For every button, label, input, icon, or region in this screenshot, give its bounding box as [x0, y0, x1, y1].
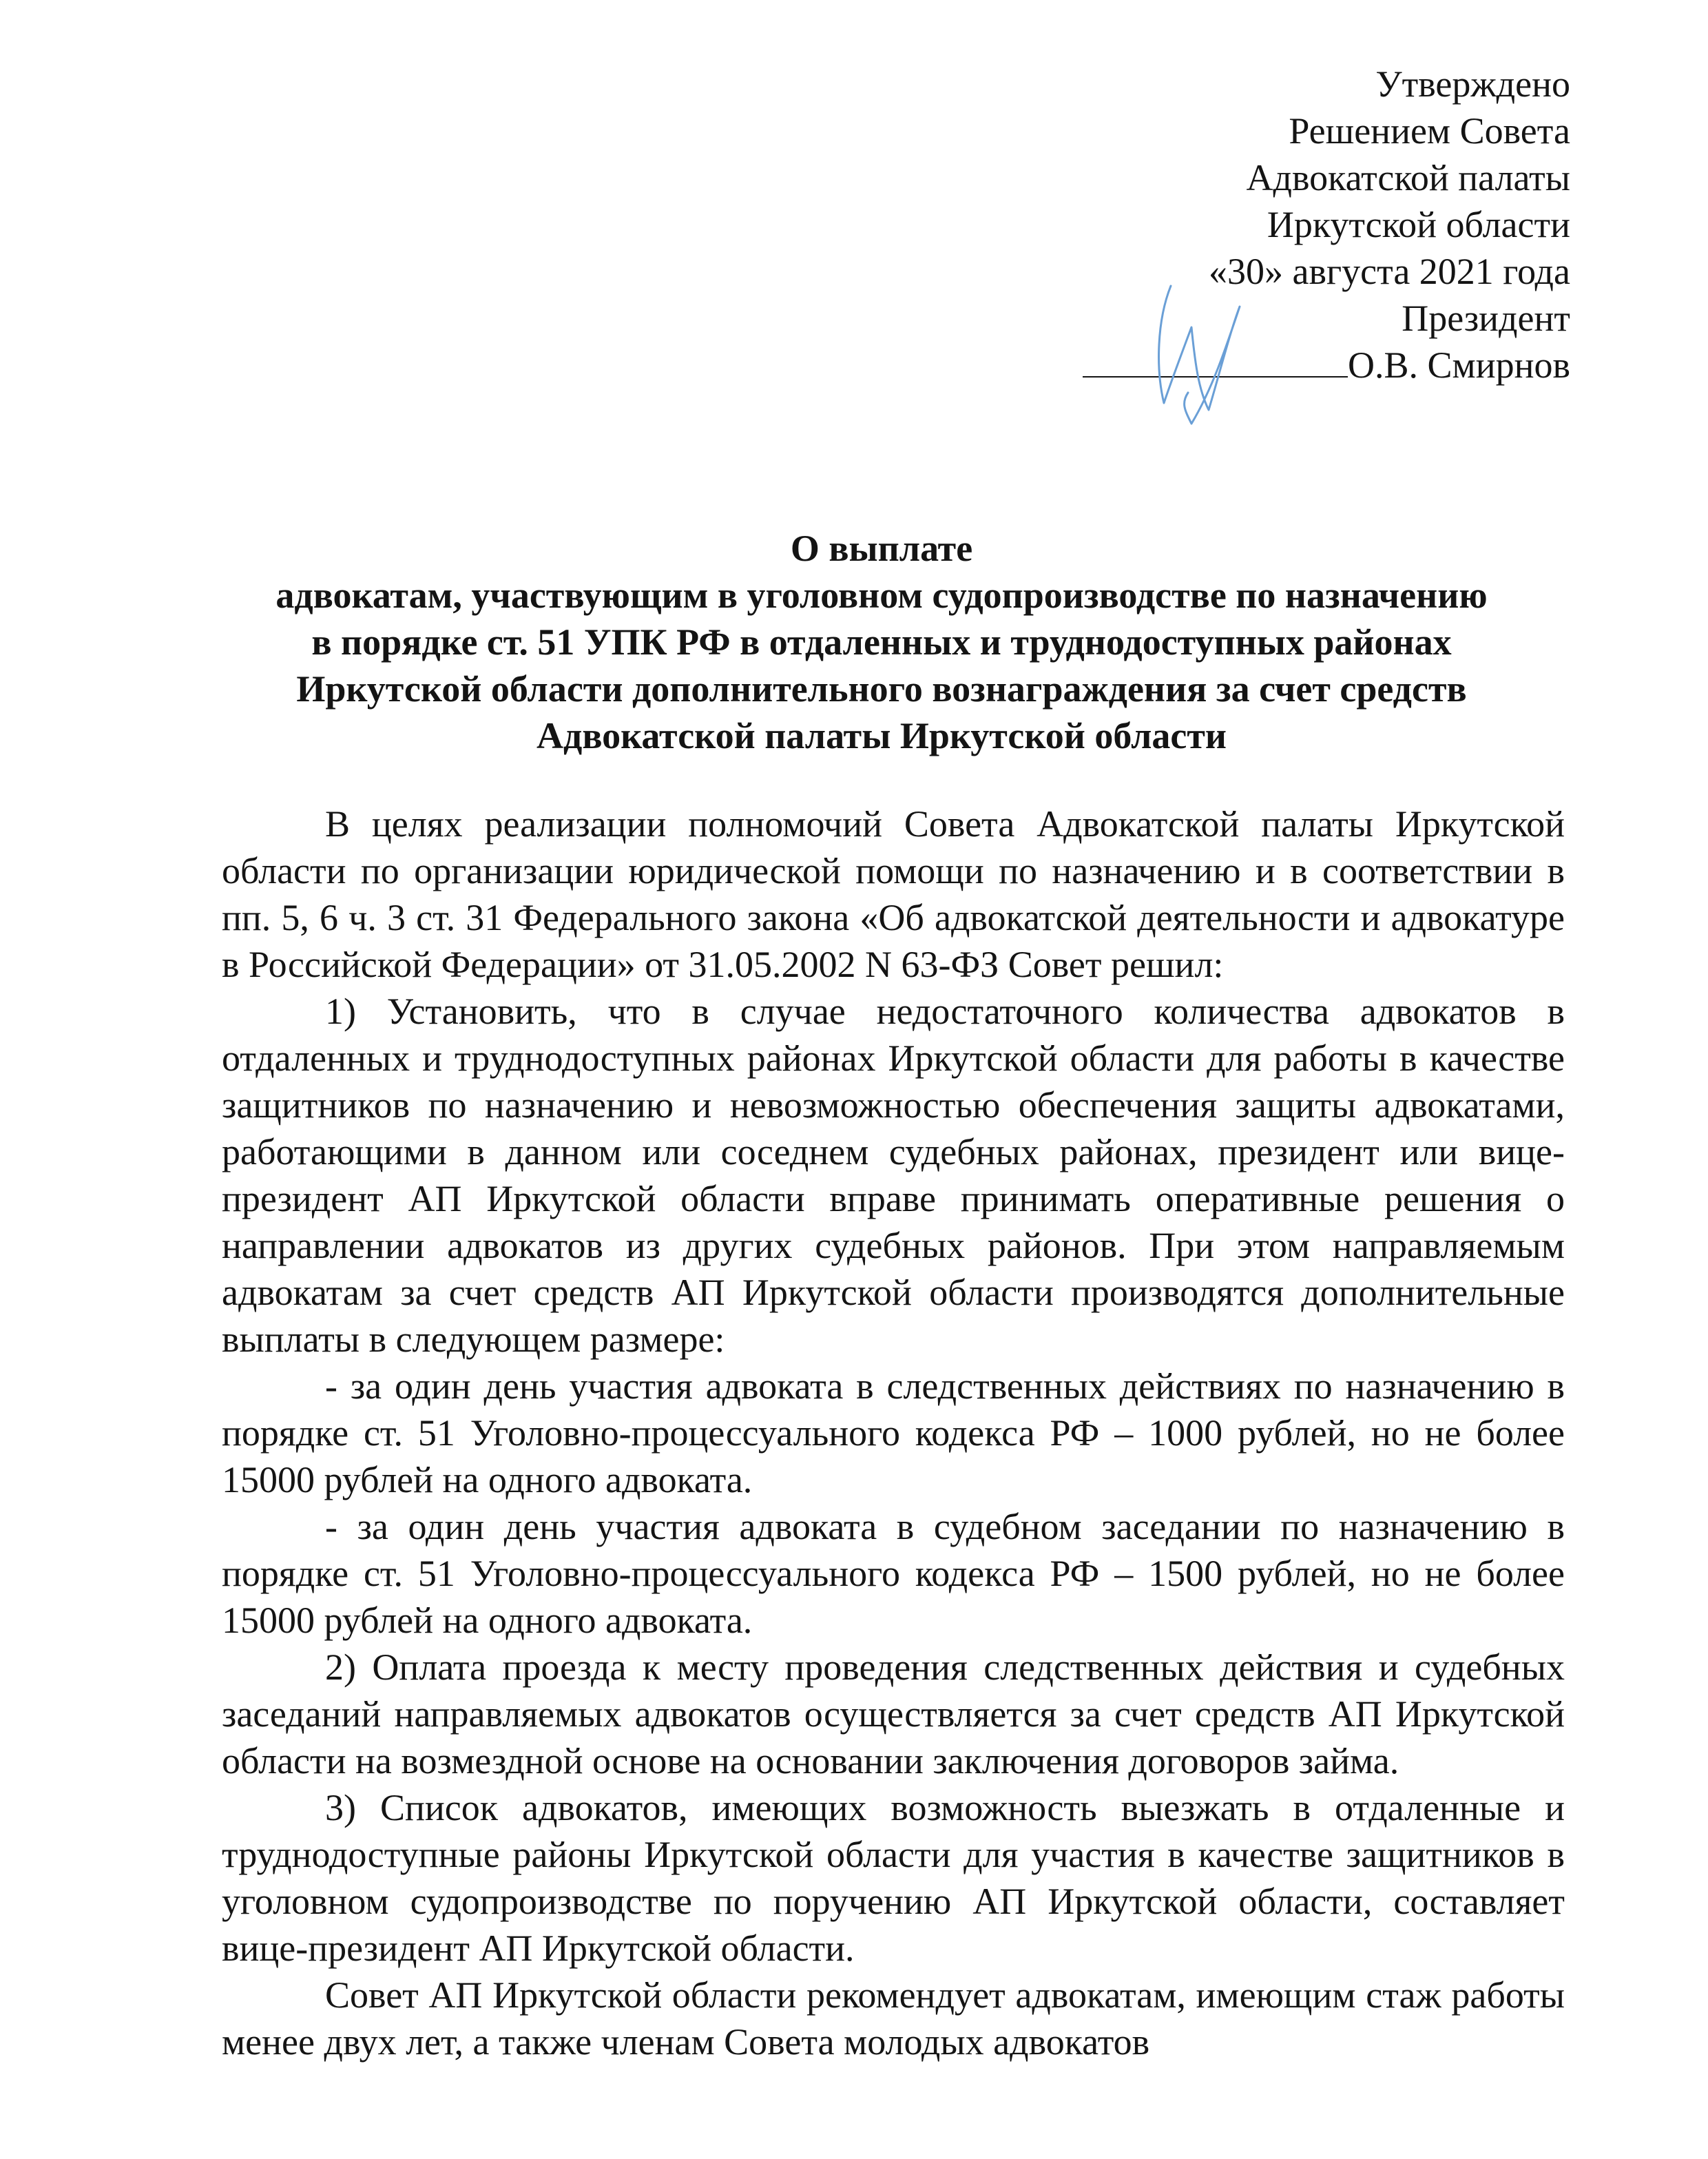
approval-line-chamber: Адвокатской палаты	[1246, 157, 1570, 198]
signatory-name: О.В. Смирнов	[1348, 344, 1570, 386]
title-line-5: Адвокатской палаты Иркутской области	[537, 715, 1227, 756]
handwritten-signature	[1143, 272, 1253, 437]
approval-line-approved: Утверждено	[1375, 63, 1570, 105]
paragraph-payment-investigative: - за один день участия адвоката в следственных действиях по назначению в порядке ст. 51 Уголовно-процессуального кодекса РФ – 1000 рублей, но не более 15000 рублей на одного адвоката.	[222, 1365, 1565, 1500]
document-title	[207, 525, 1556, 759]
approval-line-signatory	[950, 342, 1570, 389]
approval-block	[950, 61, 1570, 389]
approval-line-position: Президент	[1402, 298, 1570, 339]
approval-line-decision: Решением Совета	[1289, 110, 1570, 152]
paragraph-preamble: В целях реализации полномочий Совета Адвокатской палаты Иркутской области по организации юридической помощи по назначению и в соответствии в пп. 5, 6 ч. 3 ст. 31 Федерального закона «Об адвокатской деятельности и адвокатуре в Российской Федерации» от 31.05.2002 N 63-ФЗ Совет решил:	[222, 803, 1565, 985]
title-line-1: О выплате	[790, 528, 973, 569]
paragraph-payment-court: - за один день участия адвоката в судебном заседании по назначению в порядке ст. 51 Уголовно-процессуального кодекса РФ – 1500 рублей, но не более 15000 рублей на одного адвоката.	[222, 1506, 1565, 1641]
title-line-2: адвокатам, участвующим в уголовном судопроизводстве по назначению	[275, 575, 1488, 616]
document-body	[222, 800, 1565, 2065]
title-line-3: в порядке ст. 51 УПК РФ в отдаленных и труднодоступных районах	[311, 621, 1452, 663]
paragraph-recommendation: Совет АП Иркутской области рекомендует адвокатам, имеющим стаж работы менее двух лет, а также членам Совета молодых адвокатов	[222, 1974, 1565, 2063]
paragraph-item-2: 2) Оплата проезда к месту проведения следственных действия и судебных заседаний направляемых адвокатов осуществляется за счет средств АП Иркутской области на возмездной основе на основании заключения договоров займа.	[222, 1646, 1565, 1781]
approval-line-region: Иркутской области	[1267, 204, 1570, 245]
paragraph-item-3: 3) Список адвокатов, имеющих возможность выезжать в отдаленные и труднодоступные районы Иркутской области для участия в качестве защитников в уголовном судопроизводстве по поручению АП Иркутской области, составляет вице-президент АП Иркутской области.	[222, 1787, 1565, 1969]
approval-line-date: «30» августа 2021 года	[1209, 251, 1570, 292]
paragraph-item-1: 1) Установить, что в случае недостаточного количества адвокатов в отдаленных и труднодоступных районах Иркутской области для работы в качестве защитников по назначению и невозможностью обеспечения защиты адвокатами, работающими в данном или соседнем судебных районах, президент или вице-президент АП Иркутской области вправе принимать оперативные решения о направлении адвокатов из других судебных районов. При этом направляемым адвокатам за счет средств АП Иркутской области производятся дополнительные выплаты в следующем размере:	[222, 991, 1565, 1360]
title-line-4: Иркутской области дополнительного вознаграждения за счет средств	[296, 668, 1467, 710]
